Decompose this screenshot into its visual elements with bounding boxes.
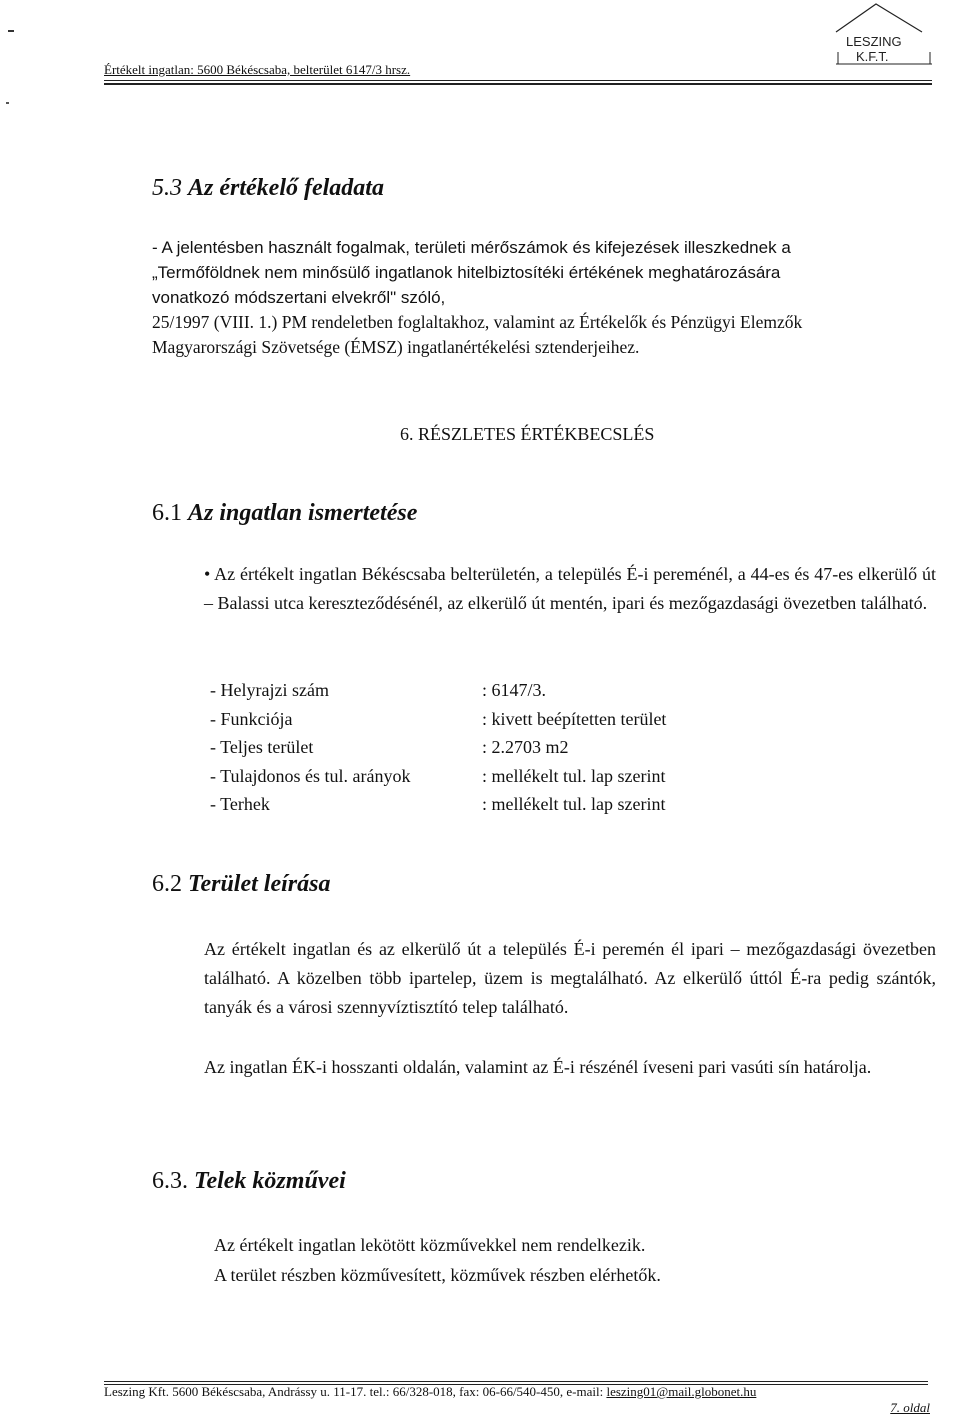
- logo-line1: LESZING: [846, 34, 902, 49]
- scan-mark: [6, 102, 9, 104]
- section-6-2-heading: [152, 871, 330, 898]
- section-title: Az értékelő feladata: [188, 175, 384, 201]
- fact-value: : kivett beépítetten terület: [482, 708, 667, 729]
- page-number: 7. oldal: [890, 1400, 930, 1415]
- fact-row: [210, 733, 666, 762]
- header-rule: [104, 83, 932, 85]
- section-number: 6.3.: [152, 1168, 188, 1194]
- house-roof-icon: [832, 2, 938, 72]
- section-title: Terület leírása: [188, 871, 331, 897]
- fact-row: [210, 705, 666, 734]
- footer-email-link[interactable]: leszing01@mail.globonet.hu: [606, 1384, 757, 1399]
- header-rule: [104, 80, 932, 81]
- section-number: 6.2: [152, 871, 182, 897]
- fact-label: - Helyrajzi szám: [210, 680, 329, 700]
- section-title: Az ingatlan ismertetése: [188, 500, 418, 526]
- fact-label: - Funkciója: [210, 708, 293, 729]
- fact-label: - Terhek: [210, 794, 270, 814]
- paragraph-line: Magyarországi Szövetsége (ÉMSZ) ingatlanértékelési sztenderjeihez.: [152, 337, 640, 357]
- utilities-text: [214, 1230, 661, 1290]
- section-title: Telek közművei: [194, 1168, 346, 1194]
- fact-value: : 2.2703 m2: [482, 737, 569, 757]
- footer-address: Leszing Kft. 5600 Békéscsaba, Andrássy u. 11-17. tel.: 66/328-018, fax: 06-66/540-450, e-mail:: [104, 1384, 607, 1399]
- property-description: • Az értékelt ingatlan Békéscsaba belterületén, a település É-i pereménél, a 44-es és 47-es elkerülő út – Balassi utca kereszteződésénél, az elkerülő út mentén, ipari és mezőgazdasági övezetben található.: [204, 564, 936, 613]
- footer-rule: [104, 1381, 928, 1382]
- header-subject: Értékelt ingatlan: 5600 Békéscsaba, belterület 6147/3 hrsz.: [104, 62, 411, 77]
- paragraph-line: 25/1997 (VIII. 1.) PM rendeletben foglaltakhoz, valamint az Értékelők és Pénzügyi Elemzők: [152, 312, 803, 332]
- fact-label: - Tulajdonos és tul. arányok: [210, 765, 411, 786]
- fact-row: [210, 676, 666, 705]
- section-number: 5.3: [152, 175, 182, 201]
- fact-value: : mellékelt tul. lap szerint: [482, 794, 666, 814]
- paragraph-line: „Termőföldnek nem minősülő ingatlanok hitelbiztosítéki értékének meghatározására: [152, 263, 781, 282]
- property-facts: [210, 676, 666, 819]
- fact-row: [210, 762, 666, 791]
- section-5-3-paragraph: [152, 235, 942, 360]
- section-5-3-heading: [152, 175, 384, 202]
- fact-value: : 6147/3.: [482, 680, 547, 700]
- chapter-6-heading: 6. RÉSZLETES ÉRTÉKBECSLÉS: [400, 424, 655, 444]
- area-boundary: Az ingatlan ÉK-i hosszanti oldalán, valamint az É-i részénél íveseni pari vasúti sín határolja.: [204, 1057, 872, 1077]
- scan-mark: [8, 30, 14, 32]
- fact-value: : mellékelt tul. lap szerint: [482, 765, 666, 786]
- utilities-line: Az értékelt ingatlan lekötött közművekkel nem rendelkezik.: [214, 1235, 646, 1255]
- utilities-line: A terület részben közművesített, közművek részben elérhetők.: [214, 1265, 661, 1285]
- fact-label: - Teljes terület: [210, 737, 314, 757]
- section-6-3-heading: [152, 1168, 346, 1195]
- section-number: 6.1: [152, 500, 182, 526]
- fact-row: [210, 790, 666, 819]
- paragraph-line: vonatkozó módszertani elvekről" szóló,: [152, 288, 446, 307]
- section-6-1-heading: [152, 500, 417, 527]
- company-logo: [832, 2, 938, 72]
- paragraph-line: - A jelentésben használt fogalmak, területi mérőszámok és kifejezések illeszkednek a: [152, 238, 791, 257]
- footer-contact: [104, 1384, 756, 1400]
- area-description: Az értékelt ingatlan és az elkerülő út a település É-i peremén él ipari – mezőgazdasági övezetben található. A közelben több ipartelep, üzem is megtalálható. Az elkerülő úttól É-ra pedig szántók, tanyák és a városi szennyvíztisztító telep található.: [204, 939, 936, 1017]
- logo-line2: K.F.T.: [856, 49, 889, 64]
